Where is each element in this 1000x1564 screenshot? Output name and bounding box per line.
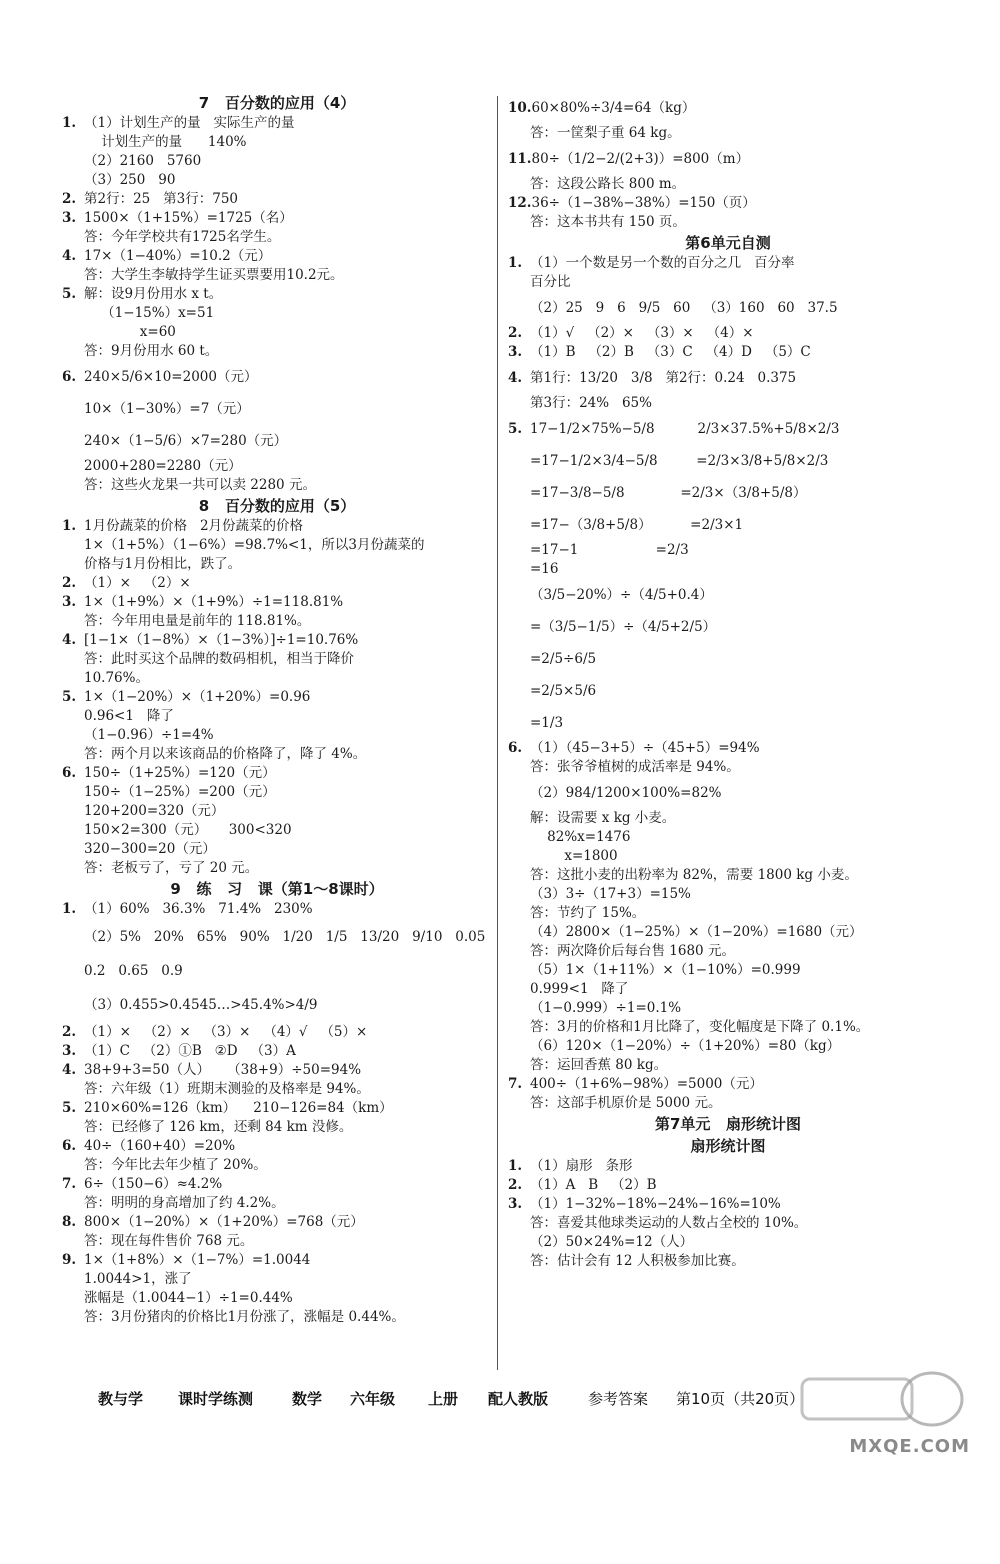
answer-text: 答：今年学校共有1725名学生。 <box>84 229 281 245</box>
answer-line <box>62 631 492 650</box>
answer-line <box>508 213 948 232</box>
answer-text: （1−0.999）÷1=0.1% <box>530 1000 682 1016</box>
answer-line <box>508 758 948 777</box>
answer-line <box>508 999 948 1018</box>
answer-text: 第1行：13/20 3/8 第2行：0.24 0.375 <box>530 370 797 386</box>
answer-text: 涨幅是（1.0044−1）÷1=0.44% <box>84 1290 293 1306</box>
answer-text: 第3行：24% 65% <box>530 395 652 411</box>
answer-text: =17−（3/8+5/8） =2/3×1 <box>530 517 744 533</box>
section-heading: 8 百分数的应用（5） <box>198 497 356 515</box>
answer-line <box>508 777 948 809</box>
answer-line <box>62 1156 492 1175</box>
answer-line <box>62 688 492 707</box>
answer-line <box>62 764 492 783</box>
question-number: 11. <box>508 151 532 167</box>
answer-text: 价格与1月份相比，跌了。 <box>84 556 242 572</box>
answer-text: （1）A B （2）B <box>530 1177 657 1193</box>
answer-text: 解：设9月份用水 x t。 <box>84 286 223 302</box>
question-number: 2. <box>62 575 77 591</box>
answer-line <box>508 675 948 707</box>
footer-series: 课时学练测 <box>178 1390 254 1408</box>
answer-line <box>508 343 948 362</box>
question-number: 3. <box>62 210 77 226</box>
answer-line <box>508 1094 948 1113</box>
answer-text: （3）250 90 <box>84 172 176 188</box>
answer-text: 答：估计会有 12 人积极参加比赛。 <box>530 1253 745 1269</box>
answer-line <box>62 840 492 859</box>
answer-text: （1）一个数是另一个数的百分之几 百分率 <box>530 255 795 271</box>
answer-line <box>508 324 948 343</box>
answer-text: （1）√ （2）× （3）× （4）× <box>530 325 754 341</box>
answer-line <box>62 859 492 878</box>
answer-text: =17−1/2×3/4−5/8 =2/3×3/8+5/8×2/3 <box>530 453 829 469</box>
answer-text: 150×2=300（元） 300<320 <box>84 822 292 838</box>
answer-line <box>508 541 948 560</box>
answer-line <box>62 650 492 669</box>
answer-text: 82%x=1476 <box>530 829 631 845</box>
answer-line <box>508 124 948 143</box>
answer-line <box>62 393 492 425</box>
question-number: 4. <box>62 248 77 264</box>
answer-text: [1−1×（1−8%）×（1−3%）]÷1=10.76% <box>84 632 359 648</box>
answer-line <box>508 611 948 643</box>
question-number: 3. <box>62 594 77 610</box>
answer-text: （2）5% 20% 65% 90% 1/20 1/5 13/20 9/10 0.05 <box>84 929 486 945</box>
answer-text: 1.0044>1，涨了 <box>84 1271 192 1287</box>
answer-line <box>62 1061 492 1080</box>
answer-line <box>508 175 948 194</box>
answer-line <box>62 919 492 955</box>
answer-line <box>62 1118 492 1137</box>
answer-line <box>508 254 948 273</box>
question-number: 5. <box>62 689 77 705</box>
watermark-text: MXQE.COM <box>849 1436 970 1457</box>
answer-line <box>508 809 948 828</box>
answer-line <box>62 1232 492 1251</box>
answer-line <box>508 1252 948 1271</box>
answer-text: 36÷（1−38%−38%）=150（页） <box>531 195 756 211</box>
answer-text: 答：已经修了 126 km，还剩 84 km 没修。 <box>84 1119 353 1135</box>
question-number: 3. <box>62 1043 77 1059</box>
answer-text: 答：一筐梨子重 64 kg。 <box>530 125 681 141</box>
answer-line <box>62 1042 492 1061</box>
answer-text: 答：两个月以来该商品的价格降了，降了 4%。 <box>84 746 367 762</box>
answer-line <box>508 445 948 477</box>
answer-line <box>508 1176 948 1195</box>
answer-line <box>508 1233 948 1252</box>
answer-line <box>62 1175 492 1194</box>
answer-text: 210×60%=126（km） 210−126=84（km） <box>84 1100 393 1116</box>
question-number: 9. <box>62 1252 77 1268</box>
answer-line <box>62 669 492 688</box>
answer-line <box>62 802 492 821</box>
answer-text: 240×（1−5/6）×7=280（元） <box>84 433 288 449</box>
answer-text: x=60 <box>84 324 176 340</box>
answer-text: 17−1/2×75%−5/8 2/3×37.5%+5/8×2/3 <box>530 421 840 437</box>
answer-line <box>62 1270 492 1289</box>
answer-text: 答：两次降价后每台售 1680 元。 <box>530 943 735 959</box>
left-column <box>62 92 492 1327</box>
answer-line <box>62 593 492 612</box>
answer-text: 800×（1−20%）×（1+20%）=768（元） <box>84 1214 364 1230</box>
answer-text: 答：节约了 15%。 <box>530 905 646 921</box>
answer-text: 0.2 0.65 0.9 <box>84 963 183 979</box>
answer-line <box>508 1037 948 1056</box>
answer-line <box>62 425 492 457</box>
answer-line <box>62 361 492 393</box>
answer-text: 答：大学生李敏持学生证买票要用10.2元。 <box>84 267 344 283</box>
section-heading: 第7单元 扇形统计图 <box>654 1115 802 1133</box>
answer-text: 答：明明的身高增加了约 4.2%。 <box>84 1195 285 1211</box>
footer-brand: 教与学 <box>98 1390 144 1408</box>
answer-text: 解：设需要 x kg 小麦。 <box>530 810 676 826</box>
answer-line <box>62 612 492 631</box>
answer-text: 150÷（1+25%）=120（元） <box>84 765 276 781</box>
answer-line <box>508 194 948 213</box>
answer-text: （2）2160 5760 <box>84 153 202 169</box>
question-number: 2. <box>508 325 523 341</box>
answer-text: 答：这些火龙果一共可以卖 2280 元。 <box>84 477 316 493</box>
answer-text: （6）120×（1−20%）÷（1+20%）=80（kg） <box>530 1038 841 1054</box>
answer-line <box>508 143 948 175</box>
answer-line <box>508 1075 948 1094</box>
answer-line <box>508 980 948 999</box>
answer-text: 1×（1−20%）×（1+20%）=0.96 <box>84 689 311 705</box>
answer-line <box>508 362 948 394</box>
answer-text: =2/5÷6/5 <box>530 651 597 667</box>
question-number: 6. <box>508 740 523 756</box>
answer-text: （1）1−32%−18%−24%−16%=10% <box>530 1196 781 1212</box>
right-column <box>508 92 948 1271</box>
answer-text: 答：3月份猪肉的价格比1月份涨了，涨幅是 0.44%。 <box>84 1309 405 1325</box>
answer-text: （1）× （2）× <box>84 575 191 591</box>
footer-subject: 数学 <box>292 1390 323 1408</box>
answer-text: 百分比 <box>530 274 571 290</box>
answer-text: 17×（1−40%）=10.2（元） <box>84 248 272 264</box>
answer-line <box>62 1137 492 1156</box>
answer-text: （1）C （2）①B ②D （3）A <box>84 1043 296 1059</box>
answer-text: 答：3月的价格和1月比降了，变化幅度是下降了 0.1%。 <box>530 1019 870 1035</box>
answer-text: （1）扇形 条形 <box>530 1158 633 1174</box>
answer-text: 答：张爷爷植树的成活率是 94%。 <box>530 759 740 775</box>
answer-text: 60×80%÷3/4=64（kg） <box>531 100 696 116</box>
column-divider <box>497 96 498 1370</box>
answer-line <box>62 1289 492 1308</box>
answer-text: 240×5/6×10=2000（元） <box>84 369 258 385</box>
question-number: 10. <box>508 100 532 116</box>
footer-section: 参考答案 <box>588 1390 649 1408</box>
answer-text: 1×（1+8%）×（1−7%）=1.0044 <box>84 1252 311 1268</box>
answer-line <box>62 457 492 476</box>
answer-text: =17−3/8−5/8 =2/3×（3/8+5/8） <box>530 485 807 501</box>
question-number: 6. <box>62 765 77 781</box>
answer-text: 10.76%。 <box>84 670 149 686</box>
answer-text: 120+200=320（元） <box>84 803 225 819</box>
answer-line <box>508 394 948 413</box>
answer-line <box>62 821 492 840</box>
answer-text: 320−300=20（元） <box>84 841 216 857</box>
answer-line <box>508 828 948 847</box>
answer-line <box>508 847 948 866</box>
answer-line <box>62 1080 492 1099</box>
answer-line <box>508 1018 948 1037</box>
answer-line <box>508 961 948 980</box>
answer-text: 答：今年用电量是前年的 118.81%。 <box>84 613 311 629</box>
answer-line <box>508 273 948 292</box>
answer-line <box>508 413 948 445</box>
answer-line <box>508 904 948 923</box>
answer-text: 400÷（1+6%−98%）=5000（元） <box>530 1076 763 1092</box>
answer-line <box>62 1099 492 1118</box>
answer-text: 答：这批小麦的出粉率为 82%，需要 1800 kg 小麦。 <box>530 867 858 883</box>
footer-edition: 配人教版 <box>488 1390 549 1408</box>
answer-text: （4）2800×（1−25%）×（1−20%）=1680（元） <box>530 924 863 940</box>
question-number: 2. <box>62 1024 77 1040</box>
answer-text: 答：喜爱其他球类运动的人数占全校的 10%。 <box>530 1215 808 1231</box>
answer-line <box>508 560 948 579</box>
footer-volume: 上册 <box>428 1390 459 1408</box>
section-heading: 扇形统计图 <box>690 1137 766 1155</box>
question-number: 4. <box>508 370 523 386</box>
answer-text: （2）50×24%=12（人） <box>530 1234 694 1250</box>
answer-line <box>62 323 492 342</box>
question-number: 3. <box>508 1196 523 1212</box>
answer-line <box>508 477 948 509</box>
answer-line <box>62 171 492 190</box>
answer-text: （5）1×（1+11%）×（1−10%）=0.999 <box>530 962 801 978</box>
question-number: 6. <box>62 369 77 385</box>
answer-line <box>62 517 492 536</box>
answer-line <box>62 555 492 574</box>
answer-text: （1）（45−3+5）÷（45+5）=94% <box>530 740 760 756</box>
answer-text: 第2行：25 第3行：750 <box>84 191 238 207</box>
question-number: 5. <box>508 421 523 437</box>
answer-text: 1月份蔬菜的价格 2月份蔬菜的价格 <box>84 518 304 534</box>
answer-text: 1×（1+9%）×（1+9%）÷1=118.81% <box>84 594 344 610</box>
answer-line <box>508 643 948 675</box>
answer-line <box>508 707 948 739</box>
question-number: 7. <box>508 1076 523 1092</box>
answer-text: 答：六年级（1）班期末测验的及格率是 94%。 <box>84 1081 370 1097</box>
question-number: 1. <box>62 115 77 131</box>
answer-text: 答：这本书共有 150 页。 <box>530 214 686 230</box>
answer-line <box>62 955 492 987</box>
answer-line <box>508 942 948 961</box>
answer-text: 答：现在每件售价 768 元。 <box>84 1233 254 1249</box>
question-number: 1. <box>508 1158 523 1174</box>
answer-text: =1/3 <box>530 715 564 731</box>
question-number: 5. <box>62 1100 77 1116</box>
answer-text: 答：这部手机原价是 5000 元。 <box>530 1095 722 1111</box>
answer-line <box>62 152 492 171</box>
answer-line <box>62 266 492 285</box>
answer-text: （1）B （2）B （3）C （4）D （5）C <box>530 344 811 360</box>
answer-line <box>62 707 492 726</box>
answer-text: （3）0.455>0.4545…>45.4%>4/9 <box>84 997 318 1013</box>
footer-page-number: 第10页（共20页） <box>676 1390 805 1408</box>
answer-text: （1−15%）x=51 <box>84 305 215 321</box>
answer-text: 答：这段公路长 800 m。 <box>530 176 686 192</box>
answer-text: 计划生产的量 140% <box>84 134 247 150</box>
answer-line <box>62 476 492 495</box>
answer-text: 6÷（150−6）≈4.2% <box>84 1176 223 1192</box>
answer-line <box>62 1308 492 1327</box>
answer-text: =17−1 =2/3 <box>530 542 689 558</box>
answer-text: 答：此时买这个品牌的数码相机，相当于降价 <box>84 651 354 667</box>
answer-text: 10×（1−30%）=7（元） <box>84 401 250 417</box>
footer-grade: 六年级 <box>350 1390 396 1408</box>
answer-line <box>62 726 492 745</box>
question-number: 2. <box>62 191 77 207</box>
answer-text: （1）计划生产的量 实际生产的量 <box>84 115 295 131</box>
answer-text: 答：今年比去年少植了 20%。 <box>84 1157 267 1173</box>
question-number: 12. <box>508 195 532 211</box>
answer-text: 答：9月份用水 60 t。 <box>84 343 219 359</box>
section-heading: 第6单元自测 <box>685 234 771 252</box>
answer-line <box>508 1157 948 1176</box>
answer-line <box>62 247 492 266</box>
answer-line <box>508 1056 948 1075</box>
answer-text: 2000+280=2280（元） <box>84 458 242 474</box>
section-heading: 9 练 习 课（第1～8课时） <box>170 880 384 898</box>
answer-line <box>62 133 492 152</box>
answer-line <box>508 1195 948 1214</box>
answer-line <box>62 1023 492 1042</box>
answer-line <box>62 114 492 133</box>
answer-text: （3/5−20%）÷（4/5+0.4） <box>530 587 713 603</box>
question-number: 3. <box>508 344 523 360</box>
answer-line <box>508 866 948 885</box>
question-number: 8. <box>62 1214 77 1230</box>
question-number: 1. <box>508 255 523 271</box>
answer-text: 40÷（160+40）=20% <box>84 1138 236 1154</box>
question-number: 7. <box>62 1176 77 1192</box>
answer-line <box>62 1251 492 1270</box>
answer-text: =16 <box>530 561 559 577</box>
answer-line <box>62 304 492 323</box>
answer-text: （1）× （2）× （3）× （4）√ （5）× <box>84 1024 368 1040</box>
answer-line <box>508 579 948 611</box>
answer-line <box>508 885 948 904</box>
question-number: 4. <box>62 632 77 648</box>
answer-line <box>62 1213 492 1232</box>
question-number: 1. <box>62 901 77 917</box>
answer-line <box>62 574 492 593</box>
answer-text: 0.96<1 降了 <box>84 708 174 724</box>
answer-text: （1−0.96）÷1=4% <box>84 727 214 743</box>
answer-text: （3）3÷（17+3）=15% <box>530 886 691 902</box>
answer-text: 80÷（1/2−2/(2+3)）=800（m） <box>531 151 750 167</box>
answer-line <box>508 1214 948 1233</box>
answer-line <box>62 783 492 802</box>
answer-text: 150÷（1−25%）=200（元） <box>84 784 276 800</box>
answer-line <box>62 342 492 361</box>
answer-line <box>508 92 948 124</box>
answer-line <box>62 190 492 209</box>
question-number: 1. <box>62 518 77 534</box>
answer-line <box>62 209 492 228</box>
answer-line <box>62 987 492 1023</box>
answer-text: =2/5×5/6 <box>530 683 597 699</box>
answer-text: 38+9+3=50（人） （38+9）÷50=94% <box>84 1062 362 1078</box>
question-number: 5. <box>62 286 77 302</box>
answer-text: （2）25 9 6 9/5 60 （3）160 60 37.5 <box>530 300 838 316</box>
answer-text: （1）60% 36.3% 71.4% 230% <box>84 901 313 917</box>
answer-line <box>508 509 948 541</box>
question-number: 4. <box>62 1062 77 1078</box>
answer-text: （2）984/1200×100%=82% <box>530 785 722 801</box>
answer-line <box>62 228 492 247</box>
section-heading: 7 百分数的应用（4） <box>198 94 356 112</box>
answer-text: 1×（1+5%）（1−6%）=98.7%<1，所以3月份蔬菜的 <box>84 537 425 553</box>
answer-line <box>62 900 492 919</box>
answer-line <box>62 536 492 555</box>
answer-text: 1500×（1+15%）=1725（名） <box>84 210 293 226</box>
answer-line <box>62 1194 492 1213</box>
answer-line <box>508 739 948 758</box>
question-number: 2. <box>508 1177 523 1193</box>
answer-line <box>62 285 492 304</box>
answer-text: x=1800 <box>530 848 618 864</box>
answer-line <box>508 292 948 324</box>
answer-line <box>508 923 948 942</box>
answer-line <box>62 745 492 764</box>
answer-text: 答：老板亏了，亏了 20 元。 <box>84 860 259 876</box>
answer-text: 答：运回香蕉 80 kg。 <box>530 1057 668 1073</box>
answer-text: 0.999<1 降了 <box>530 981 629 997</box>
answer-text: =（3/5−1/5）÷（4/5+2/5） <box>530 619 717 635</box>
question-number: 6. <box>62 1138 77 1154</box>
